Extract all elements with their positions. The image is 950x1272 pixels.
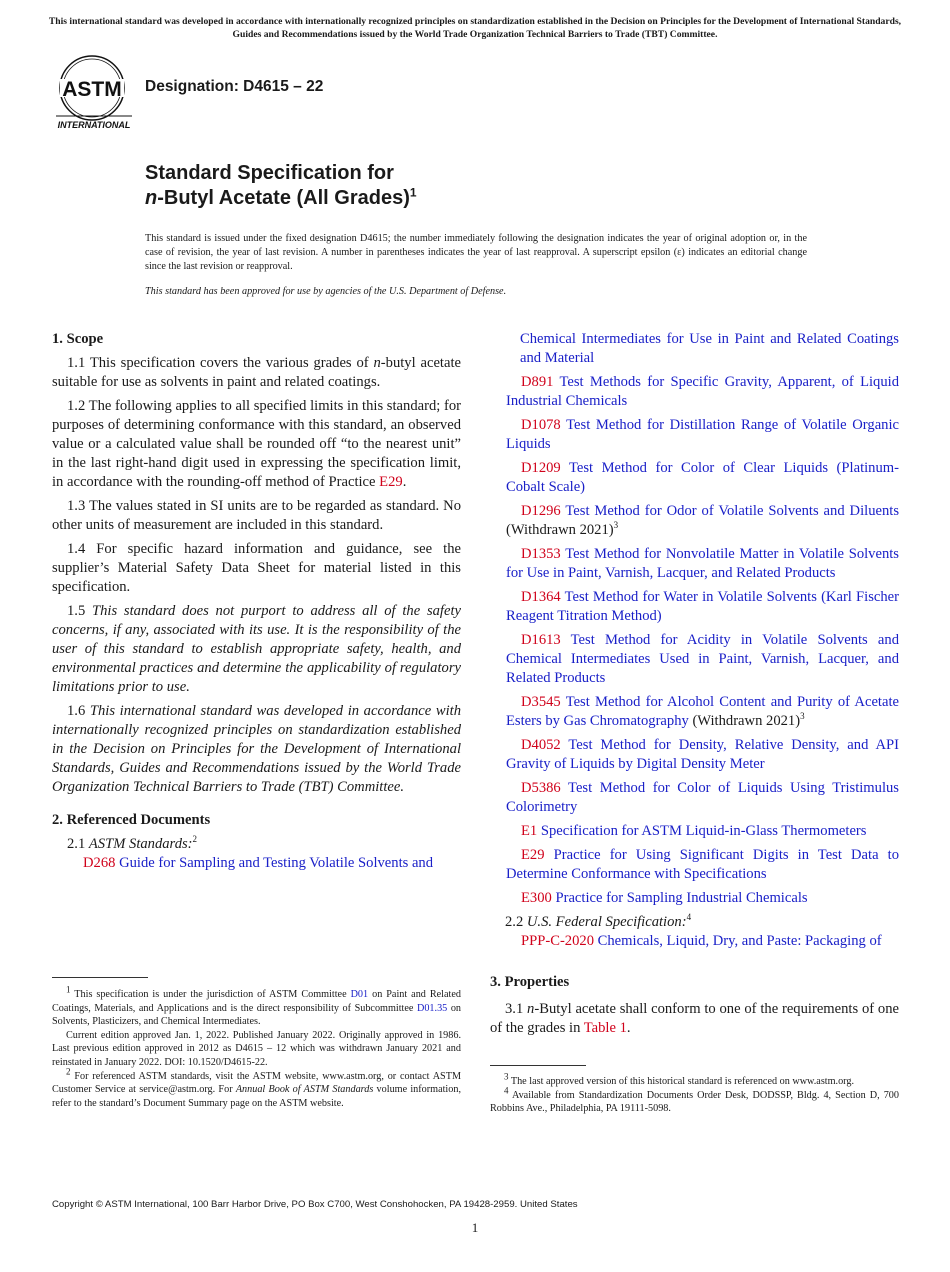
logo-subtext: INTERNATIONAL <box>57 120 131 130</box>
ref-d1353[interactable]: D1353 Test Method for Nonvolatile Matter in Volatile Solvents for Use in Paint, Varnish, Lacquer, and Related Products <box>506 546 899 581</box>
footnote-2: $^2$ For referenced ASTM standards, visit the ASTM website, www.astm.org, or contact ASTM Customer Service at service@astm.org. For Annual Book of ASTM Standards volume information, refer to the standard’s Document Summary page on the ASTM website. <box>52 1066 461 1109</box>
astm-logo-icon <box>52 54 136 134</box>
ref-e29[interactable]: E29 Practice for Using Significant Digits in Test Data to Determine Conformance with Specifications <box>506 847 899 882</box>
scope-1-1: 1.1 This specification covers the various grades of n-butyl acetate suitable for use as solvents in paint and related coatings. <box>52 355 461 390</box>
page-number: 1 <box>471 1220 479 1235</box>
title-footnote-mark: 1 <box>409 185 417 200</box>
title-line1: Standard Specification for <box>145 162 394 184</box>
top-notice: This international standard was developed in accordance with internationally recognized principles on standardization established in the Decision on Principles for the Development of International Standards, Guides and Recommendations issued by the World Trade Organization Technical Barriers to Trade (TBT) Committee. <box>48 16 902 40</box>
designation: Designation: D4615 – 22 <box>145 78 324 95</box>
e29-link[interactable]: E29 <box>379 474 403 490</box>
ref-ppp-c-2020[interactable]: PPP-C-2020 Chemicals, Liquid, Dry, and Paste: Packaging of <box>521 933 882 949</box>
ref-d268-cont[interactable]: Chemical Intermediates for Use in Paint and Related Coatings and Material <box>520 331 899 366</box>
ref-d5386[interactable]: D5386 Test Method for Color of Liquids Using Tristimulus Colorimetry <box>506 780 899 815</box>
title-rest: -Butyl Acetate (All Grades) <box>157 187 410 209</box>
reference-list <box>490 373 899 908</box>
scope-1-4: 1.4 For specific hazard information and guidance, see the supplier’s Material Safety Data Sheet for material listed in this specification. <box>52 541 461 595</box>
ref-d3545[interactable]: D3545 Test Method for Alcohol Content and Purity of Acetate Esters by Gas Chromatography (Withdrawn 2021)$^3$ <box>506 694 899 729</box>
title-italic-n: n <box>145 187 158 209</box>
footnote-1-edition: Current edition approved Jan. 1, 2022. Published January 2022. Originally approved in 1986. Last previous edition approved in 2012 as D4615 – 12 which was withdrawn January 2021 and reinstated in January 2022. DOI: 10.1520/D4615-22. <box>52 1029 461 1068</box>
footnote-rule-right <box>490 1065 586 1066</box>
federal-reference-list <box>490 932 899 951</box>
logo-letters: ASTM <box>62 78 122 101</box>
scope-1-6: 1.6 This international standard was developed in accordance with internationally recognized principles on standardization established in the Decision on Principles for the Development of International Standards, Guides and Recommendations issued by the World Trade Organization Technical Barriers to Trade (TBT) Committee. <box>52 703 462 795</box>
copyright: Copyright © ASTM International, 100 Barr Harbor Drive, PO Box C700, West Conshohocken, PA 19428-2959. United States <box>52 1199 578 1210</box>
astm-standards-label: 2.1 ASTM Standards:$^2$ <box>67 834 198 852</box>
ref-d1364[interactable]: D1364 Test Method for Water in Volatile Solvents (Karl Fischer Reagent Titration Method) <box>506 589 899 624</box>
properties-heading: 3. Properties <box>490 974 570 990</box>
ref-d891[interactable]: D891 Test Methods for Specific Gravity, Apparent, of Liquid Industrial Chemicals <box>506 374 899 409</box>
ref-d4052[interactable]: D4052 Test Method for Density, Relative Density, and API Gravity of Liquids by Digital Density Meter <box>506 737 900 772</box>
ref-d1209[interactable]: D1209 Test Method for Color of Clear Liquids (Platinum-Cobalt Scale) <box>506 460 899 495</box>
ref-d1613[interactable]: D1613 Test Method for Acidity in Volatile Solvents and Chemical Intermediates Used in Paint, Varnish, Lacquer, and Related Products <box>506 632 899 686</box>
scope-1-5: 1.5 This standard does not purport to address all of the safety concerns, if any, associated with its use. It is the responsibility of the user of this standard to establish appropriate safety, health, and environmental practices and determine the applicability of regulatory limitations prior to use. <box>52 603 461 695</box>
footnote-1: $^1$ This specification is under the jurisdiction of ASTM Committee D01 on Paint and Related Coatings, Materials, and Applications and is the direct responsibility of Subcommittee D01.35 on Solvents, Plasticizers, and Chemical Intermediates. <box>52 984 462 1028</box>
footnote-rule-left <box>52 977 148 978</box>
refdocs-heading: 2. Referenced Documents <box>52 812 211 828</box>
dod-note: This standard has been approved for use by agencies of the U.S. Department of Defense. <box>145 286 507 297</box>
federal-spec-label: 2.2 U.S. Federal Specification:$^4$ <box>505 912 692 930</box>
footnote-4: $^4$ Available from Standardization Documents Order Desk, DODSSP, Bldg. 4, Section D, 700 Robbins Ave., Philadelphia, PA 19111-5098. <box>490 1085 899 1115</box>
table1-link[interactable]: Table 1 <box>583 1020 627 1036</box>
ref-d1078[interactable]: D1078 Test Method for Distillation Range of Volatile Organic Liquids <box>506 417 899 452</box>
d01-35-link[interactable]: D01.35 <box>416 1002 448 1014</box>
footnotes-left <box>52 984 462 1110</box>
issue-note: This standard is issued under the fixed designation D4615; the number immediately following the designation indicates the year of original adoption or, in the case of revision, the year of last revision. A number in parentheses indicates the year of last reapproval. A superscript epsilon (ε) indicates an editorial change since the last revision or reapproval. <box>145 233 807 273</box>
ref-d1296[interactable]: D1296 Test Method for Odor of Volatile Solvents and Diluents (Withdrawn 2021)$^3$ <box>506 503 899 538</box>
left-column <box>52 330 461 878</box>
document-title <box>145 161 417 211</box>
footnote-3: $^3$ The last approved version of this historical standard is referenced on www.astm.org. <box>504 1071 855 1087</box>
ref-d268[interactable]: D268 Guide for Sampling and Testing Volatile Solvents and <box>83 855 434 871</box>
ref-e300[interactable]: E300 Practice for Sampling Industrial Chemicals <box>521 890 808 906</box>
scope-1-2: 1.2 The following applies to all specified limits in this standard; for purposes of determining conformance with this standard, an observed value or a calculated value shall be rounded off “to the nearest unit” in the last right-hand digit used in expressing the specification limit, in accordance with the rounding-off method of Practice E29. <box>52 398 461 490</box>
right-column <box>490 330 899 1043</box>
ref-e1[interactable]: E1 Specification for ASTM Liquid-in-Glass Thermometers <box>521 823 867 839</box>
astm-logo <box>52 54 136 134</box>
properties-3-1: 3.1 n-Butyl acetate shall conform to one of the requirements of one of the grades in Table 1. <box>490 1001 899 1036</box>
footnotes-right <box>490 1071 899 1116</box>
d01-link[interactable]: D01 <box>350 989 369 1000</box>
title-line2 <box>145 186 417 211</box>
scope-1-3: 1.3 The values stated in SI units are to be regarded as standard. No other units of measurement are included in this standard. <box>52 498 461 533</box>
scope-heading: 1. Scope <box>52 331 104 347</box>
